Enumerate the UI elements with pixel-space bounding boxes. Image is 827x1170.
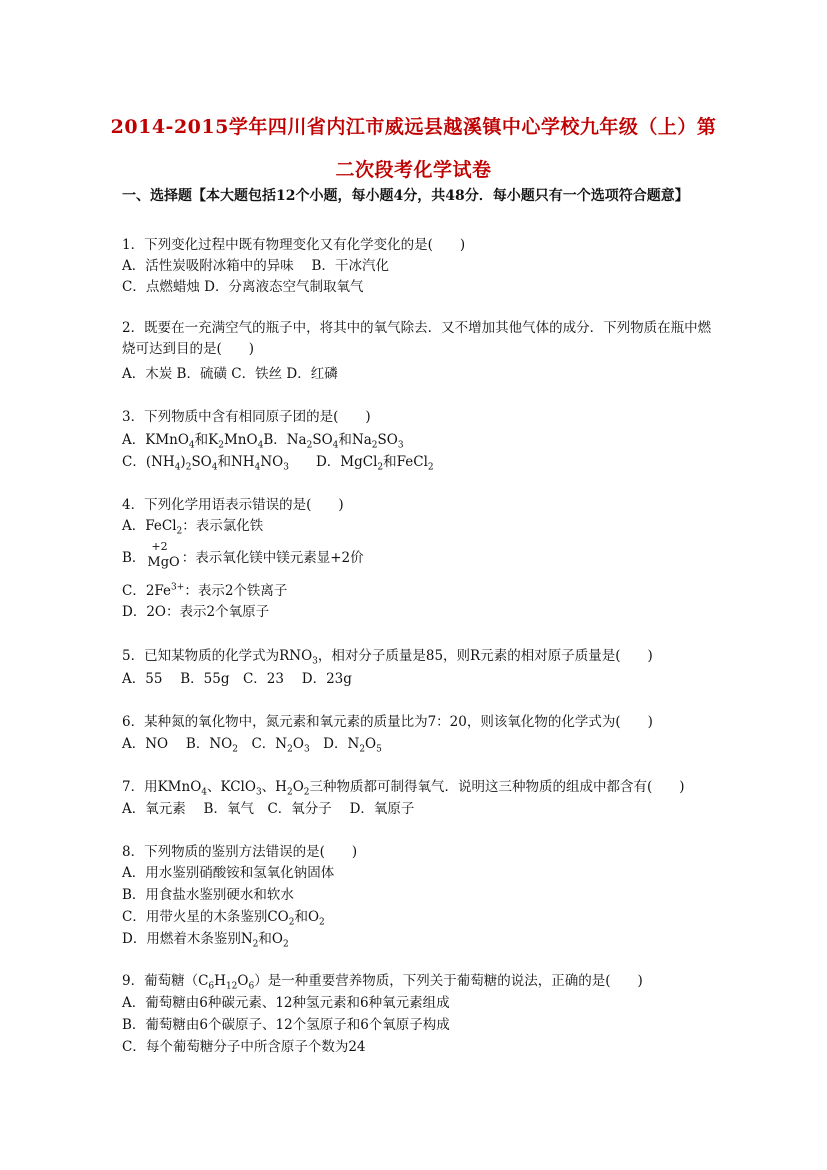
- q4-a-text: A．FeCl: [122, 518, 177, 534]
- q6-text: O: [292, 736, 304, 752]
- q6-sub: 2: [359, 744, 366, 755]
- q9-sub: 12: [225, 981, 238, 992]
- q3-c-sub: 3: [283, 462, 289, 473]
- q4-option-d: D．2O：表示2个氧原子: [122, 604, 270, 620]
- q8-c-text: C．用带火星的木条鉴别CO: [122, 909, 289, 925]
- q2-stem: 2．既要在一充满空气的瓶子中，将其中的氧气除去．又不增加其他气体的成分．下列物质在瓶中燃烧可达到目的是( ): [122, 320, 712, 357]
- q7-text: 7．用KMnO: [122, 779, 202, 795]
- q3-b-text: 和Na: [338, 432, 372, 448]
- q3-b-sub: 2: [371, 440, 378, 451]
- q9-text: 9．葡萄糖（C: [122, 973, 209, 989]
- section-heading: 一、选择题【本大题包括12个小题，每小题4分，共48分．每小题只有一个选项符合题意】: [122, 188, 689, 204]
- q4-b-text: B．: [122, 550, 146, 566]
- q4-option-b: [122, 540, 364, 570]
- q4-a-sub: 2: [176, 526, 183, 537]
- q7-options: A．氧元素 B．氧气 C．氧分子 D．氧原子: [122, 801, 415, 817]
- q9-option-c: C．每个葡萄糖分子中所含原子个数为24: [122, 1039, 366, 1055]
- q3-a-text: MnO: [223, 432, 258, 448]
- q8-d-text: D．用燃着木条鉴别N: [122, 931, 253, 947]
- q3-b-sub: 2: [306, 440, 313, 451]
- q6-sub: 5: [376, 744, 382, 755]
- q3-a-sub: 4: [188, 440, 195, 451]
- q1-options-cd: C．点燃蜡烛 D．分离液态空气制取氧气: [122, 279, 364, 295]
- q8-option-d: [122, 927, 289, 950]
- q4-a-text: ：表示氯化铁: [182, 518, 264, 534]
- q9-sub: 6: [208, 981, 215, 992]
- q8-d-text: 和O: [258, 931, 283, 947]
- q8-c-sub: 2: [319, 917, 325, 928]
- q7-text: 、H: [261, 779, 287, 795]
- q3-options-ab: [122, 428, 404, 451]
- q6-text: C．N: [237, 736, 288, 752]
- q4-b-text: ：表示氧化镁中镁元素显+2价: [181, 550, 364, 566]
- q3-c-sub: 4: [211, 462, 218, 473]
- q8-option-b: B．用食盐水鉴别硬水和软水: [122, 887, 294, 903]
- q4-c-sup: 3+: [171, 582, 185, 593]
- q3-c-sub: 4: [174, 462, 181, 473]
- q3-b-sub: 3: [397, 440, 404, 451]
- q9-option-a: A．葡萄糖由6种碳元素、12种氢元素和6种氧元素组成: [122, 995, 450, 1011]
- q5-text: 5．已知某物质的化学式为RNO: [122, 648, 313, 664]
- q3-d-sub: 2: [377, 462, 384, 473]
- q5-text: ，相对分子质量是85，则R元素的相对原子质量是( ): [317, 648, 653, 664]
- q3-b-sub: 4: [332, 440, 339, 451]
- q8-stem: 8．下列物质的鉴别方法错误的是( ): [122, 844, 358, 860]
- exam-title-line2: 二次段考化学试卷: [335, 159, 492, 181]
- q3-d-text: D．MgCl: [288, 454, 378, 470]
- q7-text: 三种物质都可制得氧气．说明这三种物质的组成中都含有( ): [309, 779, 685, 795]
- q6-text: O: [365, 736, 377, 752]
- q4-stem: 4．下列化学用语表示错误的是( ): [122, 497, 344, 513]
- q6-text: D．N: [309, 736, 360, 752]
- q3-c-sub: 2: [185, 462, 192, 473]
- q1-stem: 1．下列变化过程中既有物理变化又有化学变化的是( ): [122, 237, 466, 253]
- q9-text: O: [237, 973, 249, 989]
- q3-c-sub: 4: [254, 462, 261, 473]
- q6-sub: 3: [303, 744, 310, 755]
- q3-stem: 3．下列物质中含有相同原子团的是( ): [122, 409, 371, 425]
- q9-text: ）是一种重要营养物质，下列关于葡萄糖的说法，正确的是( ): [254, 973, 643, 989]
- q8-c-sub: 2: [288, 917, 295, 928]
- q3-b-text: B．Na: [263, 432, 307, 448]
- q3-d-sub: 2: [427, 462, 434, 473]
- q5-sub: 3: [312, 656, 318, 667]
- q7-sub: 3: [255, 787, 262, 798]
- q6-options: [122, 732, 382, 755]
- q3-b-text: SO: [312, 432, 333, 448]
- q3-options-cd: [122, 450, 434, 473]
- q3-a-text: A．KMnO: [122, 432, 189, 448]
- q7-sub: 2: [286, 787, 293, 798]
- q2-options: A．木炭 B．硫磺 C．铁丝 D．红磷: [122, 366, 338, 382]
- q9-option-b: B．葡萄糖由6个碳原子、12个氢原子和6个氧原子构成: [122, 1017, 450, 1033]
- valence-charge: +2: [151, 540, 168, 553]
- q4-c-text: C．2Fe: [122, 583, 172, 599]
- q6-text: A．NO B．NO: [122, 736, 233, 752]
- q6-stem: 6．某种氮的氧化物中，氮元素和氧元素的质量比为7：20，则该氧化物的化学式为( ): [122, 714, 653, 730]
- q7-stem: [122, 775, 685, 798]
- q3-c-text: SO: [191, 454, 212, 470]
- valence-formula: MgO: [147, 555, 180, 570]
- q4-option-a: [122, 514, 264, 537]
- q4-c-text: ：表示2个铁离子: [184, 583, 288, 599]
- q7-sub: 2: [303, 787, 310, 798]
- q5-stem: [122, 644, 653, 667]
- q9-sub: 6: [248, 981, 255, 992]
- q5-options: A．55 B．55g C．23 D．23g: [122, 671, 352, 687]
- q8-c-text: 和O: [294, 909, 320, 925]
- q7-sub: 4: [201, 787, 207, 798]
- valence-notation: [147, 540, 180, 570]
- q6-sub: 2: [287, 744, 293, 755]
- q7-text: O: [292, 779, 304, 795]
- q8-d-sub: 2: [252, 939, 259, 950]
- q3-c-text: NO: [260, 454, 284, 470]
- q4-option-c: [122, 579, 287, 599]
- q3-c-text: C．(NH: [122, 454, 175, 470]
- q8-d-sub: 2: [282, 939, 289, 950]
- q9-text: H: [214, 973, 226, 989]
- q3-a-sub: 2: [218, 440, 224, 451]
- q8-option-c: [122, 905, 325, 928]
- q6-sub: 2: [232, 744, 238, 755]
- q3-d-text: 和FeCl: [383, 454, 428, 470]
- q3-a-text: 和K: [194, 432, 219, 448]
- q1-options-ab: A．活性炭吸附冰箱中的异味 B．干冰汽化: [122, 258, 389, 274]
- q3-a-sub: 4: [257, 440, 264, 451]
- exam-title-line1: 2014-2015学年四川省内江市威远县越溪镇中心学校九年级（上）第: [110, 116, 717, 138]
- q7-text: 、KClO: [207, 779, 256, 795]
- q8-option-a: A．用水鉴别硝酸铵和氢氧化钠固体: [122, 865, 335, 881]
- q9-stem: [122, 969, 643, 992]
- q3-b-text: SO: [377, 432, 398, 448]
- q3-c-text: 和NH: [217, 454, 255, 470]
- q3-c-text: ): [180, 454, 186, 470]
